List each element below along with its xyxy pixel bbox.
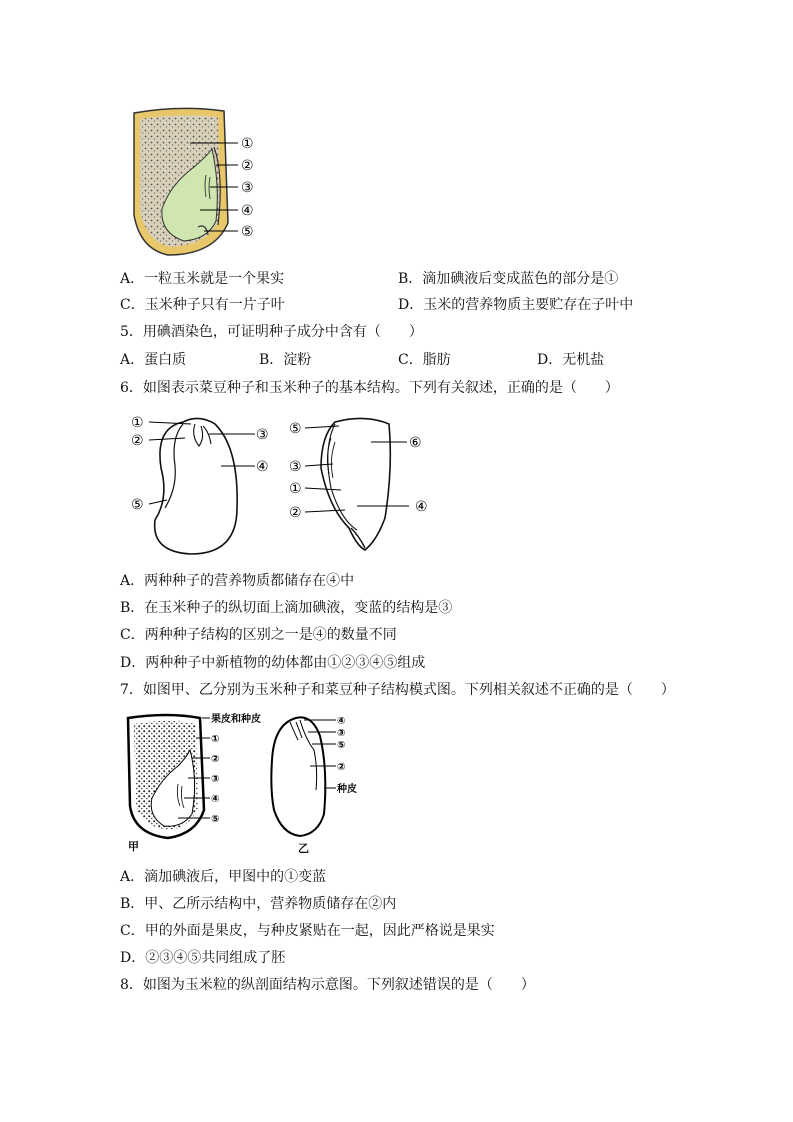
corn-label-1: ① <box>289 481 302 497</box>
jia-label-pericarp: 果皮和种皮 <box>211 714 261 725</box>
yi-label-seed-coat: 种皮 <box>337 784 357 795</box>
jia-label-2: ② <box>211 754 220 765</box>
yi-label-4: ④ <box>337 716 346 727</box>
q7-option-d: D．②③④⑤共同组成了胚 <box>120 950 286 966</box>
jia-label-3: ③ <box>211 774 220 785</box>
jia-label-5: ⑤ <box>211 814 220 825</box>
q6-option-b: B．在玉米种子的纵切面上滴加碘液，变蓝的结构是③ <box>120 600 453 616</box>
corn-label-4: ④ <box>415 499 428 515</box>
corn-label-2: ② <box>289 505 302 521</box>
q4-option-c: C．玉米种子只有一片子叶 <box>120 297 285 313</box>
jia-label-4: ④ <box>211 794 220 805</box>
yi-caption: 乙 <box>298 842 309 855</box>
q4-option-b: B．滴加碘液后变成蓝色的部分是① <box>398 271 619 287</box>
corn-seed-figure <box>120 105 270 260</box>
q7-option-a: A．滴加碘液后，甲图中的①变蓝 <box>120 869 327 885</box>
corn-label-6: ⑥ <box>409 435 422 451</box>
jia-caption: 甲 <box>128 840 139 853</box>
corn-label-5: ⑤ <box>289 421 302 437</box>
q5-option-c: C．脂肪 <box>398 352 451 368</box>
q6-option-a: A．两种种子的营养物质都储存在④中 <box>120 573 355 589</box>
bean-label-5: ⑤ <box>131 497 144 513</box>
fig1-label-1: ① <box>241 136 254 152</box>
q7-option-c: C．甲的外面是果皮，与种皮紧贴在一起，因此严格说是果实 <box>120 923 495 939</box>
bean-label-4: ④ <box>256 459 269 475</box>
jia-corn-seed-figure <box>118 710 268 855</box>
q5-option-d: D．无机盐 <box>537 352 605 368</box>
yi-bean-seed-figure <box>260 710 370 855</box>
yi-label-2: ② <box>337 762 346 773</box>
fig1-label-5: ⑤ <box>241 224 254 240</box>
q5-option-a: A．蛋白质 <box>120 352 187 368</box>
q7-stem: 7．如图甲、乙分别为玉米种子和菜豆种子结构模式图。下列相关叙述不正确的是（ ） <box>120 682 675 698</box>
yi-label-3: ③ <box>337 728 346 739</box>
q7-option-b: B．甲、乙所示结构中，营养物质储存在②内 <box>120 896 397 912</box>
bean-label-1: ① <box>131 415 144 431</box>
q6-stem: 6．如图表示菜豆种子和玉米种子的基本结构。下列有关叙述，正确的是（ ） <box>120 380 619 396</box>
fig1-label-4: ④ <box>241 203 254 219</box>
bean-label-3: ③ <box>256 427 269 443</box>
corn-label-3: ③ <box>289 459 302 475</box>
bean-label-2: ② <box>131 433 144 449</box>
q8-stem: 8．如图为玉米粒的纵剖面结构示意图。下列叙述错误的是（ ） <box>120 977 535 993</box>
fig1-label-3: ③ <box>241 180 254 196</box>
q6-option-c: C．两种种子结构的区别之一是④的数量不同 <box>120 627 397 643</box>
q4-option-a: A．一粒玉米就是一个果实 <box>120 271 285 287</box>
jia-label-1: ① <box>211 734 220 745</box>
yi-label-5: ⑤ <box>337 740 346 751</box>
q6-option-d: D．两种种子中新植物的幼体都由①②③④⑤组成 <box>120 655 426 671</box>
fig1-label-2: ② <box>241 158 254 174</box>
corn-seed-figure-q6 <box>285 408 445 558</box>
q5-option-b: B．淀粉 <box>259 352 312 368</box>
bean-seed-figure <box>125 408 275 558</box>
q5-stem: 5．用碘酒染色，可证明种子成分中含有（ ） <box>120 324 423 340</box>
q4-option-d: D．玉米的营养物质主要贮存在子叶中 <box>398 297 634 313</box>
